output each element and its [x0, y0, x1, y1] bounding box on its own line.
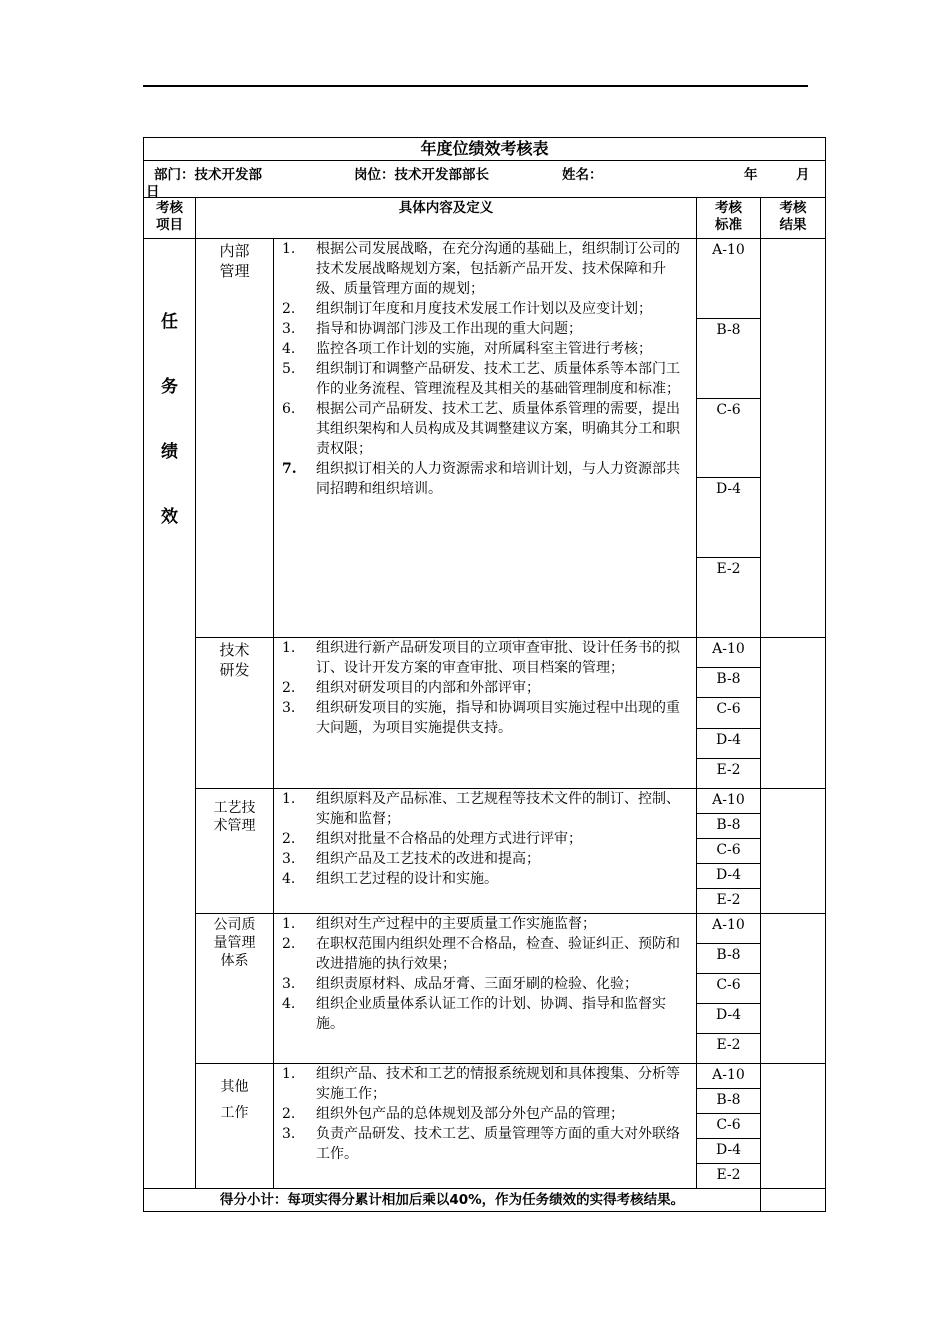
category-char: 效 — [161, 507, 178, 527]
position-label: 岗位：技术开发部部长 — [354, 167, 489, 183]
list-item: 1. 组织原料及产品标准、工艺规程等技术文件的制订、控制、实施和监督； — [282, 791, 680, 827]
list-item: 1. 根据公司发展战略，在充分沟通的基础上，组织制订公司的技术发展战略规划方案，包括新产品开发、技术保障和升级、质量管理方面的规划； — [282, 241, 680, 297]
list-item: 3. 指导和协调部门涉及工作出现的重大问题； — [282, 321, 582, 337]
subcategory-quality-system: 公司质 量管理 体系 — [196, 914, 274, 1064]
month-label: 月 — [796, 167, 810, 183]
grade-e: E-2 — [716, 1167, 741, 1183]
name-label: 姓名： — [562, 167, 603, 183]
grade-a: A-10 — [697, 914, 760, 944]
content-cell — [274, 239, 697, 638]
performance-table — [143, 137, 826, 1212]
grade-e: E-2 — [716, 892, 741, 908]
header-standard: 考核 标准 — [697, 198, 761, 239]
list-item: 3. 负责产品研发、技术工艺、质量管理等方面的重大对外联络工作。 — [282, 1126, 680, 1162]
list-item: 4. 监控各项工作计划的实施，对所属科室主管进行考核； — [282, 341, 652, 357]
grade-c: C-6 — [697, 839, 760, 864]
result-cell[interactable] — [761, 638, 826, 789]
top-rule — [143, 85, 808, 87]
list-item: 2. 组织制订年度和月度技术发展工作计划以及应变计划； — [282, 301, 652, 317]
list-item: 1. 组织产品、技术和工艺的情报系统规划和具体搜集、分析等实施工作； — [282, 1066, 680, 1102]
year-label: 年 — [744, 167, 758, 183]
category-cell — [144, 239, 196, 1189]
content-cell — [274, 914, 697, 1064]
grade-b: B-8 — [697, 1089, 760, 1114]
subtotal-result-cell[interactable] — [761, 1189, 826, 1212]
grade-d: D-4 — [697, 1139, 760, 1164]
result-cell[interactable] — [761, 914, 826, 1064]
grade-e: E-2 — [716, 561, 741, 578]
grade-d: D-4 — [697, 1004, 760, 1034]
header-item: 考核 项目 — [144, 198, 196, 239]
day-label: 日 — [146, 184, 160, 200]
grade-b: B-8 — [697, 814, 760, 839]
list-item: 4. 组织工艺过程的设计和实施。 — [282, 871, 498, 887]
grade-cell — [697, 638, 761, 789]
grade-a: A-10 — [697, 239, 760, 319]
result-cell[interactable] — [761, 239, 826, 638]
list-item: 3. 组织产品及工艺技术的改进和提高； — [282, 851, 540, 867]
table-title: 年度位绩效考核表 — [144, 138, 826, 161]
list-item: 2. 组织对研发项目的内部和外部评审； — [282, 680, 540, 696]
grade-cell — [697, 1064, 761, 1189]
grade-d: D-4 — [697, 729, 760, 759]
grade-c: C-6 — [697, 399, 760, 479]
result-cell[interactable] — [761, 1064, 826, 1189]
result-cell[interactable] — [761, 789, 826, 914]
grade-b: B-8 — [697, 944, 760, 974]
grade-c: C-6 — [697, 974, 760, 1004]
department-label: 部门：技术开发部 — [154, 167, 262, 183]
header-content: 具体内容及定义 — [196, 198, 697, 239]
list-item: 5. 组织制订和调整产品研发、技术工艺、质量体系等本部门工作的业务流程、管理流程及其相关的基础管理制度和标准； — [282, 361, 680, 397]
category-char: 绩 — [161, 442, 178, 462]
subcategory-other-work: 其他 工作 — [196, 1064, 274, 1189]
content-cell — [274, 789, 697, 914]
grade-d: D-4 — [697, 478, 760, 558]
grade-cell — [697, 239, 761, 638]
list-item: 2. 在职权范围内组织处理不合格品，检查、验证纠正、预防和改进措施的执行效果； — [282, 936, 680, 972]
subcategory-internal-management: 内部 管理 — [196, 239, 274, 638]
content-cell — [274, 1064, 697, 1189]
grade-e: E-2 — [716, 1037, 741, 1053]
subcategory-process-tech: 工艺技 术管理 — [196, 789, 274, 914]
grade-a: A-10 — [697, 1064, 760, 1089]
grade-b: B-8 — [697, 668, 760, 698]
list-item: 2. 组织外包产品的总体规划及部分外包产品的管理； — [282, 1106, 624, 1122]
list-item: 2. 组织对批量不合格品的处理方式进行评审； — [282, 831, 582, 847]
header-result: 考核 结果 — [761, 198, 826, 239]
meta-row — [144, 161, 826, 198]
grade-c: C-6 — [697, 698, 760, 728]
list-item: 4. 组织企业质量体系认证工作的计划、协调、指导和监督实施。 — [282, 996, 666, 1032]
list-item: 3. 组织研发项目的实施，指导和协调项目实施过程中出现的重大问题，为项目实施提供支持。 — [282, 700, 680, 736]
grade-d: D-4 — [697, 864, 760, 889]
score-subtotal: 得分小计：每项实得分累计相加后乘以40%，作为任务绩效的实得考核结果。 — [144, 1189, 761, 1212]
grade-c: C-6 — [697, 1114, 760, 1139]
grade-a: A-10 — [697, 789, 760, 814]
grade-b: B-8 — [697, 319, 760, 399]
grade-cell — [697, 914, 761, 1064]
list-item: 1. 组织对生产过程中的主要质量工作实施监督； — [282, 916, 596, 932]
content-cell — [274, 638, 697, 789]
grade-a: A-10 — [697, 638, 760, 668]
list-item: 3. 组织责原材料、成品牙膏、三面牙刷的检验、化验； — [282, 976, 638, 992]
list-item: 1. 组织进行新产品研发项目的立项审查审批、设计任务书的拟订、设计开发方案的审查审批、项目档案的管理； — [282, 640, 680, 676]
category-char: 任 — [161, 312, 178, 332]
grade-cell — [697, 789, 761, 914]
list-item: 7. 组织拟订相关的人力资源需求和培训计划，与人力资源部共同招聘和组织培训。 — [282, 461, 680, 497]
subcategory-tech-rd: 技术 研发 — [196, 638, 274, 789]
grade-e: E-2 — [716, 761, 741, 778]
category-char: 务 — [161, 377, 178, 397]
list-item: 6. 根据公司产品研发、技术工艺、质量体系管理的需要，提出其组织架构和人员构成及其调整建议方案，明确其分工和职责权限； — [282, 401, 680, 457]
